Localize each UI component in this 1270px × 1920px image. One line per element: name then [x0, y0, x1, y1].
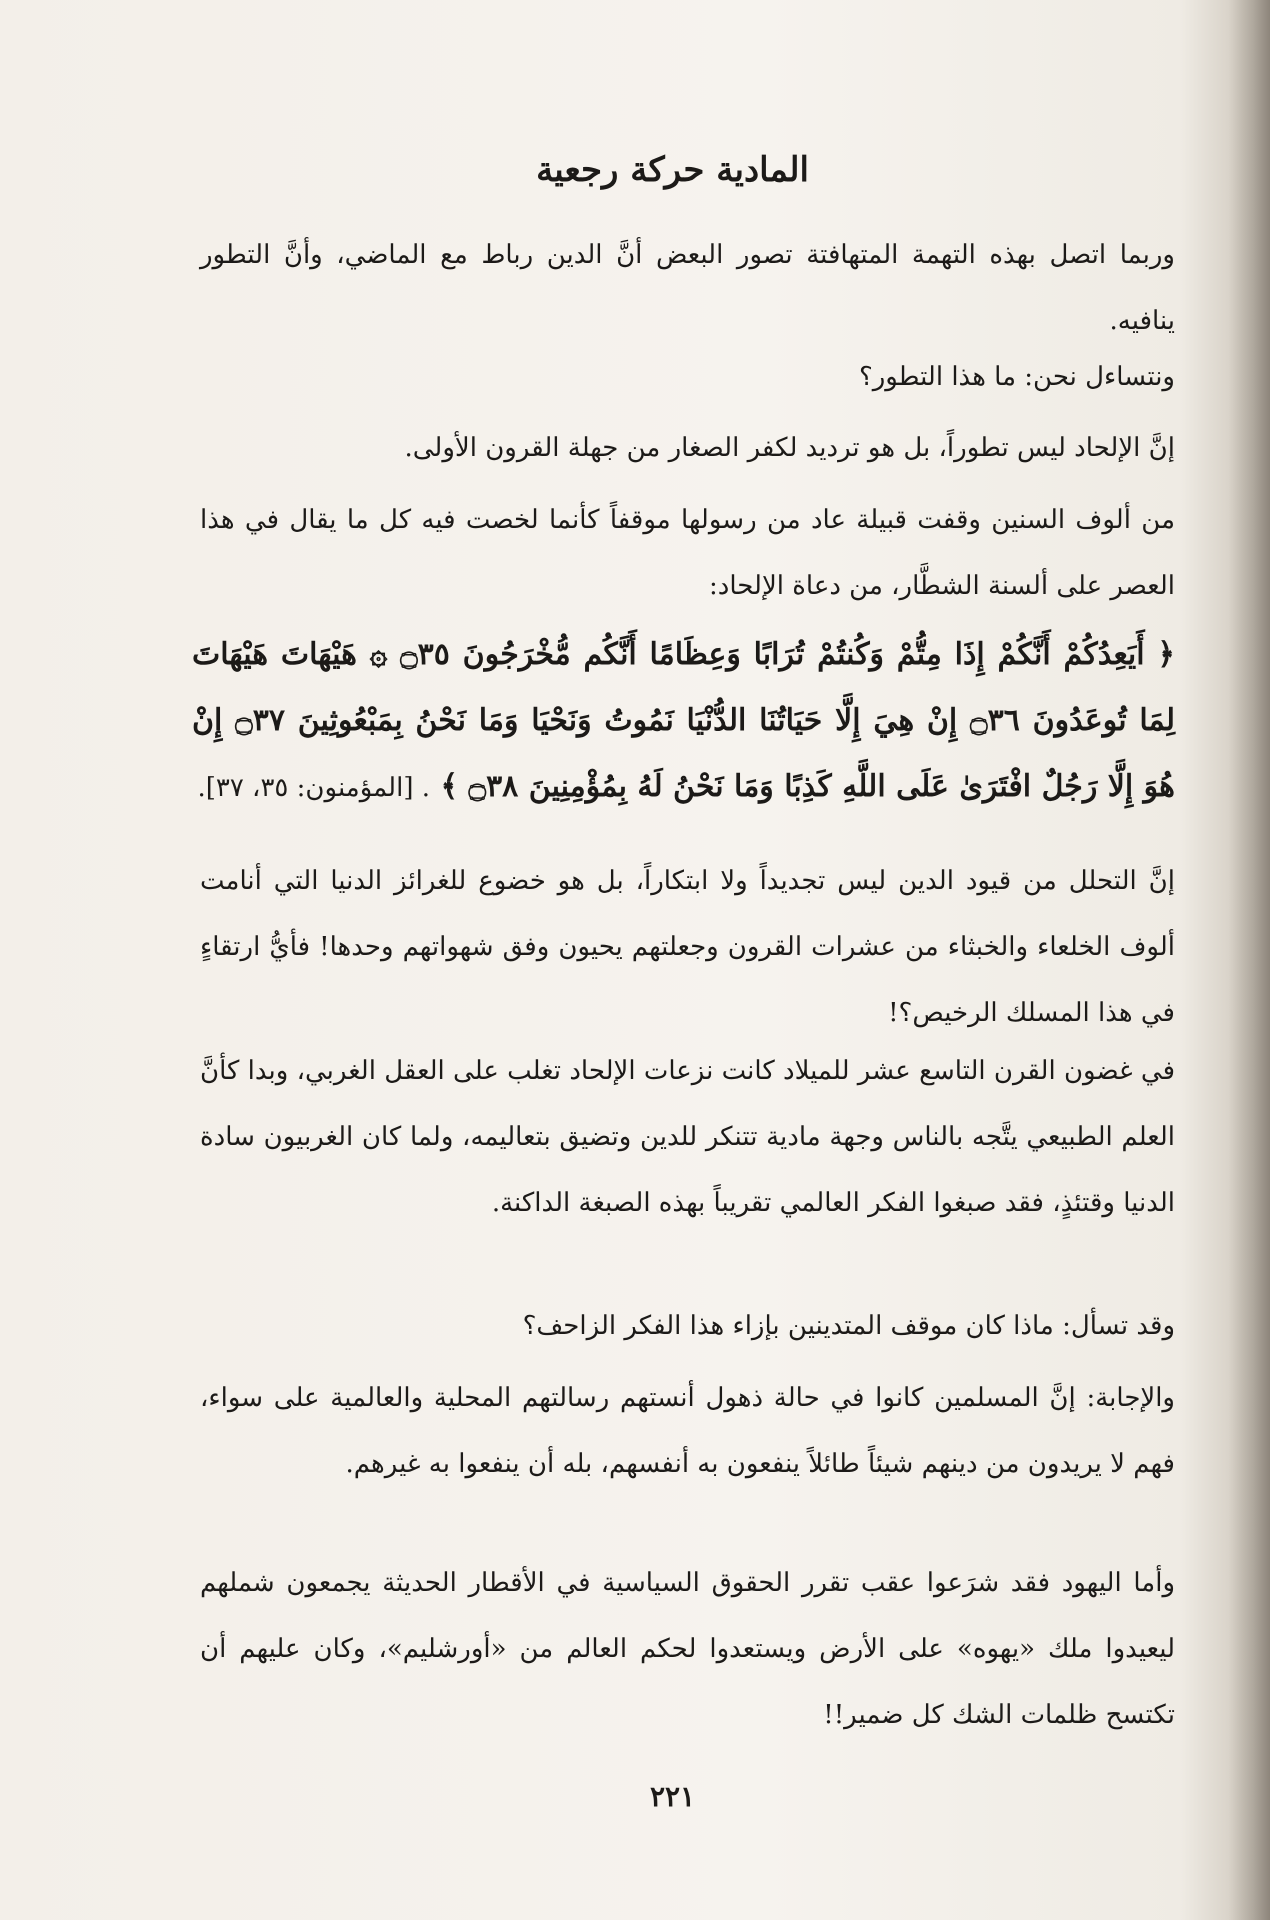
quran-verse-block — [192, 622, 1175, 821]
paragraph-5: إنَّ التحلل من قيود الدين ليس تجديداً ولا ابتكاراً، بل هو خضوع للغرائز الدنيا التي أنامت ألوف الخلعاء والخبثاء من عشرات القرون وجعلتهم يحيون وفق شهواتهم وحدها! فأيُّ ارتقاءٍ في هذا المسلك الرخيص؟! — [200, 866, 1175, 1028]
paragraph-3: إنَّ الإلحاد ليس تطوراً، بل هو ترديد لكفر الصغار من جهلة القرون الأولى. — [404, 433, 1175, 463]
page-edge-shadow — [1228, 0, 1270, 1920]
paragraph-1: وربما اتصل بهذه التهمة المتهافتة تصور البعض أنَّ الدين رباط مع الماضي، وأنَّ التطور ينافيه. — [200, 240, 1175, 336]
page-number: ٢٢١ — [649, 1780, 696, 1813]
quran-verse: ﴿ أَيَعِدُكُمْ أَنَّكُمْ إِذَا مِتُّمْ وَكُنتُمْ تُرَابًا وَعِظَامًا أَنَّكُم مُّخْرَجُونَ ۝٣٥ ۞ هَيْهَاتَ هَيْهَاتَ لِمَا تُوعَدُونَ ۝٣٦ إِنْ هِيَ إِلَّا حَيَاتُنَا الدُّنْيَا نَمُوتُ وَنَحْيَا وَمَا نَحْنُ بِمَبْعُوثِينَ ۝٣٧ إِنْ هُوَ إِلَّا رَجُلٌ افْتَرَىٰ عَلَى اللَّهِ كَذِبًا وَمَا نَحْنُ لَهُ بِمُؤْمِنِينَ ۝٣٨ ﴾ — [192, 637, 1176, 804]
paragraph-6: في غضون القرن التاسع عشر للميلاد كانت نزعات الإلحاد تغلب على العقل الغربي، وبدا كأنَّ العلم الطبيعي يتَّجه بالناس وجهة مادية تتنكر للدين وتضيق بتعاليمه، ولما كان الغربيون سادة الدنيا وقتئذٍ، فقد صبغوا الفكر العالمي تقريباً بهذه الصبغة الداكنة. — [200, 1056, 1175, 1218]
paragraph-4: من ألوف السنين وقفت قبيلة عاد من رسولها موقفاً كأنما لخصت فيه كل ما يقال في هذا العصر على ألسنة الشطَّار، من دعاة الإلحاد: — [200, 505, 1175, 601]
paragraph-2: ونتساءل نحن: ما هذا التطور؟ — [858, 362, 1175, 392]
section-heading: المادية حركة رجعية — [536, 150, 809, 190]
quran-reference: . [المؤمنون: ٣٥، ٣٧]. — [197, 773, 430, 803]
paragraph-7: وقد تسأل: ماذا كان موقف المتدينين بإزاء هذا الفكر الزاحف؟ — [522, 1311, 1175, 1341]
paragraph-8: والإجابة: إنَّ المسلمين كانوا في حالة ذهول أنستهم رسالتهم المحلية والعالمية على سواء، فهم لا يريدون من دينهم شيئاً طائلاً ينفعون به أنفسهم، بله أن ينفعوا به غيرهم. — [200, 1383, 1175, 1479]
paragraph-9: وأما اليهود فقد شرَعوا عقب تقرر الحقوق السياسية في الأقطار الحديثة يجمعون شملهم ليعيدوا ملك «يهوه» على الأرض ويستعدوا لحكم العالم من «أورشليم»، وكان عليهم أن تكتسح ظلمات الشك كل ضمير!! — [200, 1568, 1175, 1730]
